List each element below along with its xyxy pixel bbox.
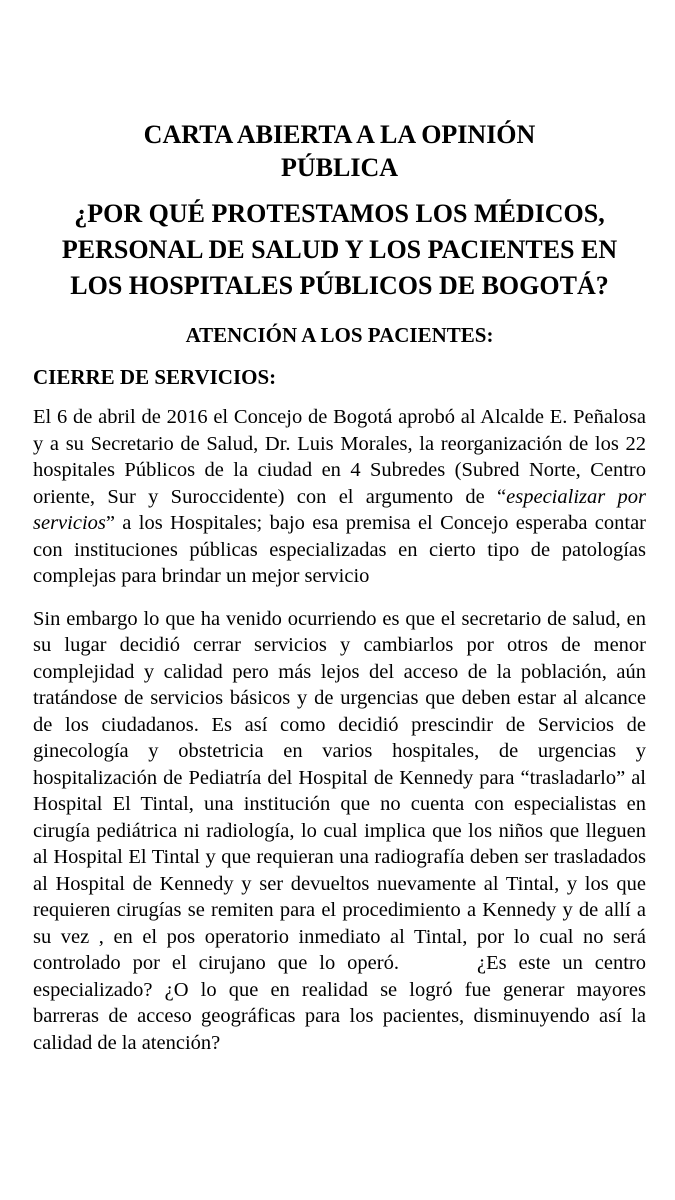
title-line-2: PÚBLICA (280, 153, 398, 182)
subtitle-line-2: PERSONAL DE SALUD Y LOS PACIENTES EN (61, 235, 618, 264)
paragraph-2-text-a: Sin embargo lo que ha venido ocurriendo es que el secretario de salud, en su lugar decidió cerrar servicios y cambiarlos por otros de menor complejidad y calidad pero más lejos del acceso de la población, aún tratándose de servicios básicos y de urgencias que deben estar al alcance de los ciudadanos. Es así como decidió prescindir de Servicios de ginecología y obstetricia en varios hospitales, de urgencias y hospitalización de Pediatría del Hospital de Kennedy para “trasladarlo” al Hospital El Tintal, una institución que no cuenta con especialistas en cirugía pediátrica ni radiología, lo cual implica que los niños que lleguen al Hospital El Tintal y que requieran una radiografía deben ser trasladados al Hospital de Kennedy y ser devueltos nuevamente al Tintal, y los que requieren cirugías se remiten para el procedimiento a Kennedy y de allí a su vez , en el pos operatorio inmediato al Tintal, por lo cual no será controlado por el cirujano que lo operó. (33, 607, 646, 974)
paragraph-2 (33, 606, 646, 1057)
paragraph-1-text-a: El 6 de abril de 2016 el Concejo de Bogotá aprobó al Alcalde E. Peñalosa y a su Secretario de Salud, Dr. Luis Morales, la reorganización de los 22 hospitales Públicos de la ciudad en 4 Subredes (Subred Norte, Centro oriente, Sur y Suroccidente) con el argumento de “ (33, 406, 646, 508)
section-heading: ATENCIÓN A LOS PACIENTES: (185, 323, 494, 347)
paragraph-2-text-b: ¿Es este un centro especializado? ¿O lo que en realidad se logró fue generar mayores barreras de acceso geográficas para los pacientes, disminuyendo así la calidad de la atención? (33, 952, 646, 1054)
document-title (33, 118, 646, 184)
sub-heading: CIERRE DE SERVICIOS: (33, 365, 277, 389)
paragraph-1-text-b: ” a los Hospitales; bajo esa premisa el Concejo esperaba contar con instituciones públicas especializadas en cierto tipo de patologías complejas para brindar un mejor servicio (33, 512, 646, 587)
subtitle-line-1: ¿POR QUÉ PROTESTAMOS LOS MÉDICOS, (74, 199, 605, 228)
subtitle-line-3: LOS HOSPITALES PÚBLICOS DE BOGOTÁ? (70, 271, 609, 300)
title-line-1: CARTA ABIERTA A LA OPINIÓN (143, 120, 536, 149)
document-subtitle (33, 196, 646, 304)
paragraph-1 (33, 404, 646, 590)
paragraph-1-emphasis: especializar por servicios (33, 485, 647, 534)
